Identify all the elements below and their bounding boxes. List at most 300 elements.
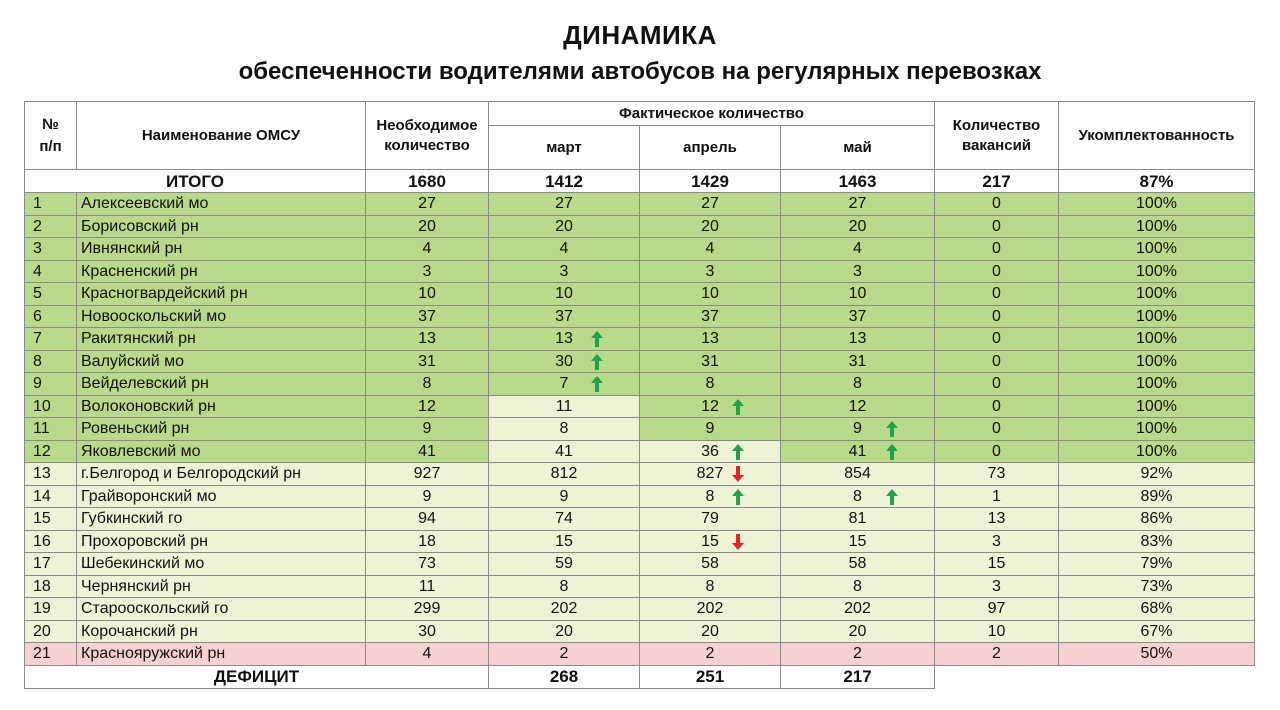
header-staffing: Укомплектованность bbox=[1059, 102, 1255, 170]
staffing-percent-value: 83% bbox=[1140, 532, 1173, 550]
row-number-value: 14 bbox=[33, 487, 51, 505]
april-count-value: 9 bbox=[705, 420, 715, 438]
staffing-percent-value: 68% bbox=[1140, 600, 1173, 618]
required-count bbox=[366, 530, 489, 553]
row-number-value: 2 bbox=[33, 217, 42, 235]
omsu-name bbox=[77, 418, 366, 441]
row-number bbox=[25, 215, 77, 238]
required-count bbox=[366, 238, 489, 261]
arrow-up-icon bbox=[591, 331, 603, 347]
may-count bbox=[781, 395, 935, 418]
may-count bbox=[781, 215, 935, 238]
row-number bbox=[25, 395, 77, 418]
may-count-value: 31 bbox=[848, 352, 867, 370]
table-row bbox=[25, 328, 1255, 351]
row-number bbox=[25, 418, 77, 441]
april-count-value: 27 bbox=[701, 195, 719, 213]
row-number-value: 13 bbox=[33, 465, 51, 483]
may-count-value: 37 bbox=[848, 307, 867, 325]
may-count-value: 4 bbox=[853, 240, 862, 258]
april-count-value: 58 bbox=[701, 555, 719, 573]
total-vacancies: 217 bbox=[935, 170, 1059, 193]
required-count-value: 20 bbox=[418, 217, 436, 235]
header-required-label: Необходимое количество bbox=[376, 116, 478, 154]
april-count-value: 2 bbox=[705, 645, 715, 663]
march-count-value: 74 bbox=[555, 510, 573, 528]
row-number-value: 16 bbox=[33, 532, 51, 550]
table-row bbox=[25, 440, 1255, 463]
table-row bbox=[25, 350, 1255, 373]
omsu-name bbox=[77, 350, 366, 373]
omsu-name bbox=[77, 598, 366, 621]
staffing-percent-value: 100% bbox=[1136, 307, 1177, 325]
required-count bbox=[366, 485, 489, 508]
vacancies-count-value: 3 bbox=[992, 577, 1001, 595]
header-vacancies-label: Количество вакансий bbox=[952, 116, 1041, 154]
staffing-percent bbox=[1059, 395, 1255, 418]
vacancies-count-value: 0 bbox=[992, 285, 1001, 303]
april-count bbox=[640, 238, 781, 261]
march-count-value: 10 bbox=[555, 285, 573, 303]
march-count bbox=[489, 395, 640, 418]
omsu-name bbox=[77, 553, 366, 576]
april-count bbox=[640, 395, 781, 418]
required-count-value: 13 bbox=[418, 330, 436, 348]
deficit-row bbox=[25, 665, 1255, 688]
vacancies-count bbox=[935, 620, 1059, 643]
march-count bbox=[489, 530, 640, 553]
march-count-value: 27 bbox=[555, 195, 573, 213]
row-number bbox=[25, 350, 77, 373]
row-number bbox=[25, 305, 77, 328]
march-count bbox=[489, 238, 640, 261]
may-count-value: 13 bbox=[848, 330, 867, 348]
march-count bbox=[489, 215, 640, 238]
march-count-value: 20 bbox=[555, 217, 573, 235]
march-count bbox=[489, 440, 640, 463]
row-number-value: 15 bbox=[33, 510, 51, 528]
vacancies-count bbox=[935, 485, 1059, 508]
may-count-value: 58 bbox=[848, 555, 867, 573]
april-count bbox=[640, 193, 781, 216]
march-count bbox=[489, 328, 640, 351]
vacancies-count bbox=[935, 530, 1059, 553]
march-count-value: 8 bbox=[559, 577, 569, 595]
vacancies-count-value: 0 bbox=[992, 352, 1001, 370]
row-number bbox=[25, 283, 77, 306]
required-count-value: 8 bbox=[422, 375, 432, 393]
vacancies-count bbox=[935, 418, 1059, 441]
may-count bbox=[781, 193, 935, 216]
omsu-name bbox=[77, 328, 366, 351]
row-number bbox=[25, 328, 77, 351]
march-count-value: 41 bbox=[555, 442, 573, 460]
required-count bbox=[366, 508, 489, 531]
row-number bbox=[25, 575, 77, 598]
march-count-value: 20 bbox=[555, 622, 573, 640]
april-count bbox=[640, 215, 781, 238]
vacancies-count-value: 0 bbox=[992, 375, 1001, 393]
omsu-name-value: Шебекинский мо bbox=[81, 555, 205, 573]
vacancies-count bbox=[935, 350, 1059, 373]
may-count bbox=[781, 283, 935, 306]
april-count-value: 8 bbox=[705, 487, 715, 505]
april-count bbox=[640, 508, 781, 531]
required-count-value: 9 bbox=[422, 487, 432, 505]
omsu-name bbox=[77, 215, 366, 238]
table-row bbox=[25, 305, 1255, 328]
arrow-up-icon bbox=[886, 421, 898, 437]
row-number-value: 5 bbox=[33, 285, 42, 303]
arrow-up-icon bbox=[732, 399, 744, 415]
may-count bbox=[781, 440, 935, 463]
may-count bbox=[781, 508, 935, 531]
row-number bbox=[25, 620, 77, 643]
table-row bbox=[25, 395, 1255, 418]
april-count bbox=[640, 305, 781, 328]
omsu-name bbox=[77, 530, 366, 553]
deficit-label: ДЕФИЦИТ bbox=[25, 665, 489, 688]
staffing-percent bbox=[1059, 193, 1255, 216]
required-count-value: 94 bbox=[418, 510, 436, 528]
required-count bbox=[366, 395, 489, 418]
table-row bbox=[25, 553, 1255, 576]
header-required bbox=[366, 102, 489, 170]
omsu-name-value: Грайворонский мо bbox=[81, 487, 217, 505]
staffing-percent-value: 50% bbox=[1140, 645, 1173, 663]
vacancies-count-value: 0 bbox=[992, 442, 1001, 460]
staffing-percent bbox=[1059, 485, 1255, 508]
staffing-percent-value: 86% bbox=[1140, 510, 1173, 528]
may-count-value: 8 bbox=[853, 487, 862, 505]
april-count-value: 3 bbox=[705, 262, 715, 280]
march-count-value: 15 bbox=[555, 532, 573, 550]
april-count bbox=[640, 328, 781, 351]
required-count bbox=[366, 373, 489, 396]
staffing-percent-value: 100% bbox=[1136, 240, 1177, 258]
vacancies-count-value: 97 bbox=[987, 600, 1006, 618]
omsu-name-value: Ивнянский рн bbox=[81, 240, 183, 258]
april-count-value: 20 bbox=[701, 217, 719, 235]
table-row bbox=[25, 530, 1255, 553]
table-row bbox=[25, 485, 1255, 508]
march-count bbox=[489, 643, 640, 666]
required-count bbox=[366, 283, 489, 306]
staffing-percent-value: 89% bbox=[1140, 487, 1173, 505]
table-row bbox=[25, 598, 1255, 621]
march-count bbox=[489, 508, 640, 531]
row-number-value: 1 bbox=[33, 195, 42, 213]
march-count bbox=[489, 305, 640, 328]
arrow-up-icon bbox=[886, 489, 898, 505]
required-count-value: 73 bbox=[418, 555, 436, 573]
omsu-name-value: Корочанский рн bbox=[81, 622, 198, 640]
staffing-percent-value: 100% bbox=[1136, 397, 1177, 415]
required-count bbox=[366, 260, 489, 283]
may-count bbox=[781, 643, 935, 666]
vacancies-count-value: 0 bbox=[992, 420, 1001, 438]
omsu-name-value: Вейделевский рн bbox=[81, 375, 209, 393]
vacancies-count-value: 0 bbox=[992, 195, 1001, 213]
may-count bbox=[781, 598, 935, 621]
march-count bbox=[489, 485, 640, 508]
staffing-percent-value: 67% bbox=[1140, 622, 1173, 640]
omsu-name bbox=[77, 260, 366, 283]
row-number bbox=[25, 530, 77, 553]
may-count-value: 8 bbox=[853, 375, 862, 393]
header-num bbox=[25, 102, 77, 170]
row-number-value: 19 bbox=[33, 600, 51, 618]
march-count bbox=[489, 283, 640, 306]
omsu-name-value: Старооскольский го bbox=[81, 600, 229, 618]
arrow-up-icon bbox=[732, 489, 744, 505]
staffing-percent bbox=[1059, 418, 1255, 441]
table-row bbox=[25, 238, 1255, 261]
staffing-percent bbox=[1059, 305, 1255, 328]
required-count bbox=[366, 418, 489, 441]
vacancies-count bbox=[935, 373, 1059, 396]
row-number-value: 18 bbox=[33, 577, 51, 595]
omsu-name-value: Чернянский рн bbox=[81, 577, 191, 595]
april-count-value: 13 bbox=[701, 330, 719, 348]
staffing-percent-value: 100% bbox=[1136, 285, 1177, 303]
march-count-value: 30 bbox=[555, 352, 573, 370]
march-count bbox=[489, 193, 640, 216]
may-count-value: 3 bbox=[853, 262, 862, 280]
row-number bbox=[25, 598, 77, 621]
omsu-name bbox=[77, 373, 366, 396]
omsu-name-value: Яковлевский мо bbox=[81, 442, 201, 460]
may-count bbox=[781, 305, 935, 328]
required-count-value: 10 bbox=[418, 285, 436, 303]
row-number bbox=[25, 373, 77, 396]
arrow-down-icon bbox=[732, 534, 744, 550]
march-count-value: 37 bbox=[555, 307, 573, 325]
staffing-percent-value: 100% bbox=[1136, 375, 1177, 393]
vacancies-count-value: 73 bbox=[987, 465, 1006, 483]
vacancies-count bbox=[935, 305, 1059, 328]
vacancies-count-value: 0 bbox=[992, 217, 1001, 235]
omsu-name-value: Валуйский мо bbox=[81, 352, 185, 370]
required-count-value: 37 bbox=[418, 307, 436, 325]
row-number-value: 8 bbox=[33, 352, 42, 370]
row-number bbox=[25, 193, 77, 216]
table-row bbox=[25, 260, 1255, 283]
march-count bbox=[489, 620, 640, 643]
vacancies-count bbox=[935, 575, 1059, 598]
may-count bbox=[781, 530, 935, 553]
vacancies-count bbox=[935, 553, 1059, 576]
may-count-value: 15 bbox=[848, 532, 867, 550]
header-num-label: № п/п bbox=[39, 115, 62, 155]
vacancies-count-value: 3 bbox=[992, 532, 1001, 550]
omsu-name-value: Алексеевский мо bbox=[81, 195, 209, 213]
table-row bbox=[25, 193, 1255, 216]
april-count bbox=[640, 575, 781, 598]
march-count bbox=[489, 553, 640, 576]
march-count-value: 2 bbox=[559, 645, 569, 663]
vacancies-count bbox=[935, 643, 1059, 666]
staffing-table bbox=[24, 101, 1255, 689]
row-number-value: 6 bbox=[33, 307, 42, 325]
april-count bbox=[640, 598, 781, 621]
may-count-value: 20 bbox=[848, 622, 867, 640]
required-count-value: 12 bbox=[418, 397, 436, 415]
table-row bbox=[25, 575, 1255, 598]
required-count-value: 3 bbox=[422, 262, 432, 280]
march-count bbox=[489, 598, 640, 621]
april-count bbox=[640, 463, 781, 486]
required-count-value: 18 bbox=[418, 532, 436, 550]
vacancies-count-value: 2 bbox=[992, 645, 1001, 663]
staffing-percent-value: 100% bbox=[1136, 442, 1177, 460]
total-row bbox=[25, 170, 1255, 193]
april-count bbox=[640, 350, 781, 373]
row-number-value: 21 bbox=[33, 645, 51, 663]
may-count bbox=[781, 260, 935, 283]
omsu-name bbox=[77, 620, 366, 643]
april-count bbox=[640, 373, 781, 396]
april-count-value: 12 bbox=[701, 397, 719, 415]
omsu-name-value: Ракитянский рн bbox=[81, 330, 196, 348]
staffing-percent-value: 100% bbox=[1136, 262, 1177, 280]
staffing-percent bbox=[1059, 553, 1255, 576]
required-count-value: 927 bbox=[413, 465, 441, 483]
staffing-percent bbox=[1059, 328, 1255, 351]
omsu-name bbox=[77, 508, 366, 531]
deficit-blank bbox=[935, 665, 1255, 688]
row-number bbox=[25, 553, 77, 576]
omsu-name-value: Краснояружский рн bbox=[81, 645, 226, 663]
row-number-value: 7 bbox=[33, 330, 42, 348]
row-number-value: 12 bbox=[33, 442, 51, 460]
staffing-percent bbox=[1059, 350, 1255, 373]
deficit-march: 268 bbox=[489, 665, 640, 688]
april-count-value: 8 bbox=[705, 375, 715, 393]
required-count-value: 30 bbox=[418, 622, 436, 640]
vacancies-count-value: 0 bbox=[992, 240, 1001, 258]
required-count-value: 11 bbox=[418, 577, 436, 595]
may-count-value: 202 bbox=[844, 600, 871, 618]
staffing-percent bbox=[1059, 530, 1255, 553]
row-number bbox=[25, 440, 77, 463]
required-count bbox=[366, 215, 489, 238]
omsu-name bbox=[77, 305, 366, 328]
omsu-name bbox=[77, 485, 366, 508]
required-count-value: 27 bbox=[418, 195, 436, 213]
march-count bbox=[489, 260, 640, 283]
vacancies-count bbox=[935, 260, 1059, 283]
march-count bbox=[489, 350, 640, 373]
required-count-value: 31 bbox=[418, 352, 436, 370]
april-count-value: 79 bbox=[701, 510, 719, 528]
may-count-value: 854 bbox=[844, 465, 871, 483]
staffing-percent bbox=[1059, 463, 1255, 486]
april-count-value: 37 bbox=[701, 307, 719, 325]
omsu-name bbox=[77, 440, 366, 463]
april-count-value: 20 bbox=[701, 622, 719, 640]
april-count bbox=[640, 283, 781, 306]
row-number bbox=[25, 643, 77, 666]
staffing-percent-value: 79% bbox=[1140, 555, 1173, 573]
required-count bbox=[366, 350, 489, 373]
may-count bbox=[781, 463, 935, 486]
may-count bbox=[781, 328, 935, 351]
may-count bbox=[781, 373, 935, 396]
header-vacancies bbox=[935, 102, 1059, 170]
may-count bbox=[781, 350, 935, 373]
may-count-value: 2 bbox=[853, 645, 862, 663]
march-count-value: 202 bbox=[550, 600, 578, 618]
required-count bbox=[366, 598, 489, 621]
table-row bbox=[25, 463, 1255, 486]
vacancies-count bbox=[935, 238, 1059, 261]
arrow-up-icon bbox=[591, 376, 603, 392]
april-count bbox=[640, 260, 781, 283]
arrow-up-icon bbox=[732, 444, 744, 460]
table-row bbox=[25, 373, 1255, 396]
may-count-value: 81 bbox=[848, 510, 867, 528]
vacancies-count-value: 10 bbox=[987, 622, 1006, 640]
vacancies-count bbox=[935, 395, 1059, 418]
table-row bbox=[25, 418, 1255, 441]
deficit-april: 251 bbox=[640, 665, 781, 688]
omsu-name-value: Ровеньский рн bbox=[81, 420, 190, 438]
header-april: апрель bbox=[640, 126, 781, 170]
may-count-value: 41 bbox=[848, 442, 867, 460]
deficit-may: 217 bbox=[781, 665, 935, 688]
march-count bbox=[489, 373, 640, 396]
required-count bbox=[366, 643, 489, 666]
required-count bbox=[366, 193, 489, 216]
staffing-percent-value: 100% bbox=[1136, 195, 1177, 213]
omsu-name bbox=[77, 575, 366, 598]
staffing-percent-value: 100% bbox=[1136, 330, 1177, 348]
omsu-name bbox=[77, 238, 366, 261]
april-count-value: 4 bbox=[705, 240, 715, 258]
march-count-value: 13 bbox=[555, 330, 573, 348]
may-count bbox=[781, 485, 935, 508]
table-row bbox=[25, 508, 1255, 531]
total-staffing: 87% bbox=[1059, 170, 1255, 193]
may-count-value: 8 bbox=[853, 577, 862, 595]
vacancies-count bbox=[935, 328, 1059, 351]
vacancies-count-value: 0 bbox=[992, 330, 1001, 348]
april-count-value: 36 bbox=[701, 442, 719, 460]
april-count bbox=[640, 620, 781, 643]
row-number bbox=[25, 463, 77, 486]
row-number-value: 20 bbox=[33, 622, 51, 640]
omsu-name-value: Прохоровский рн bbox=[81, 532, 209, 550]
omsu-name-value: г.Белгород и Белгородский рн bbox=[81, 465, 301, 483]
april-count-value: 31 bbox=[701, 352, 719, 370]
march-count bbox=[489, 575, 640, 598]
staffing-percent bbox=[1059, 508, 1255, 531]
table-row bbox=[25, 283, 1255, 306]
staffing-percent bbox=[1059, 440, 1255, 463]
required-count-value: 9 bbox=[422, 420, 432, 438]
may-count bbox=[781, 575, 935, 598]
required-count bbox=[366, 553, 489, 576]
row-number bbox=[25, 485, 77, 508]
march-count-value: 812 bbox=[550, 465, 578, 483]
required-count-value: 4 bbox=[422, 240, 432, 258]
omsu-name-value: Новооскольский мо bbox=[81, 307, 227, 325]
april-count-value: 827 bbox=[696, 465, 724, 483]
may-count-value: 27 bbox=[848, 195, 867, 213]
vacancies-count-value: 15 bbox=[987, 555, 1006, 573]
vacancies-count bbox=[935, 508, 1059, 531]
